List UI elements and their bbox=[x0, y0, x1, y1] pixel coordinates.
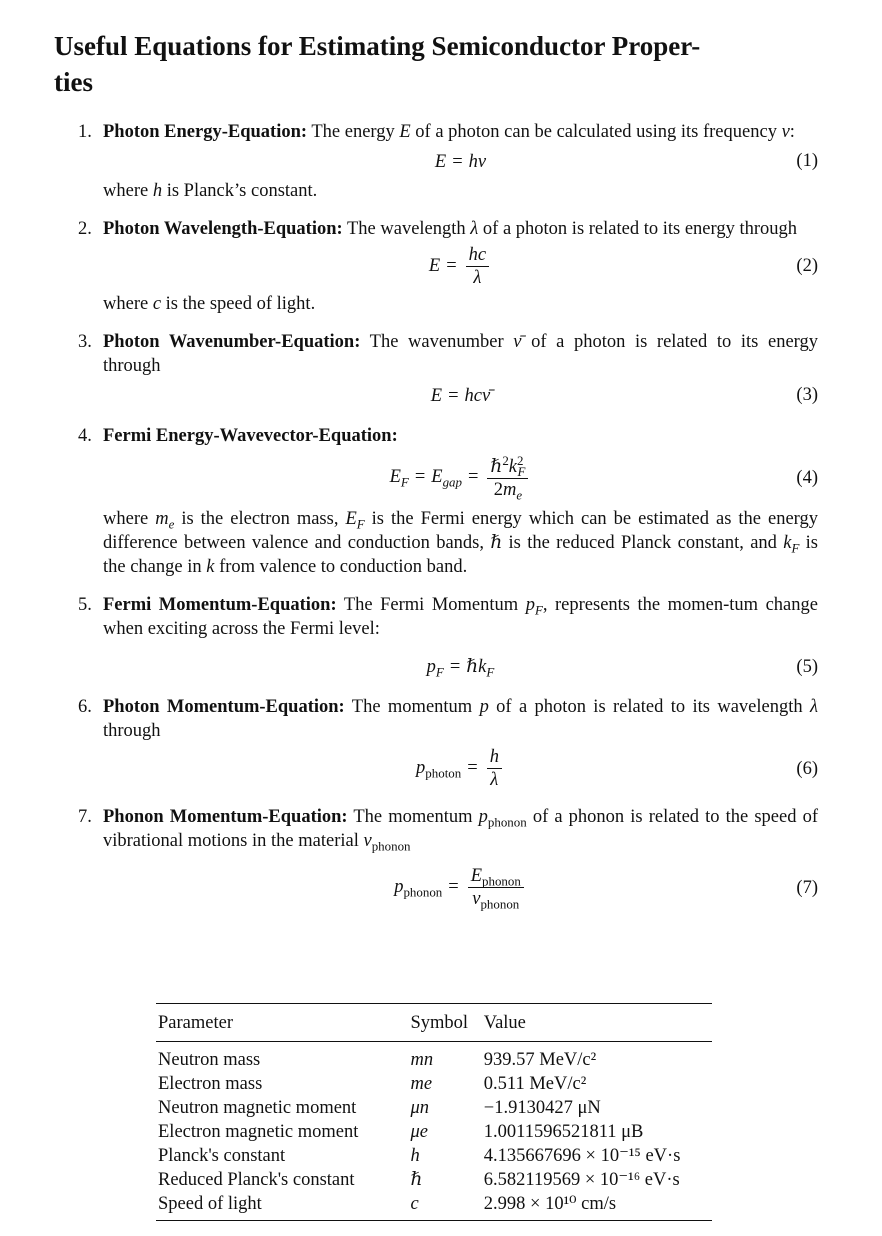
table-row bbox=[156, 1120, 712, 1144]
equation-number: (3) bbox=[796, 385, 818, 406]
equation-3: E = hcν̄ (3) bbox=[103, 381, 818, 410]
table-header-row bbox=[156, 1004, 712, 1042]
row-symbol: c bbox=[410, 1194, 419, 1214]
row-symbol: μn bbox=[410, 1098, 430, 1118]
row-value: 4.135667696 × 10⁻¹⁵ eV·s bbox=[483, 1146, 681, 1166]
item-title: Photon Energy-Equation: bbox=[103, 122, 308, 142]
row-parameter: Neutron mass bbox=[158, 1050, 261, 1070]
item-title: Fermi Momentum-Equation: bbox=[103, 594, 337, 615]
row-value: 939.57 MeV/c² bbox=[483, 1050, 597, 1070]
row-parameter: Reduced Planck's constant bbox=[158, 1170, 355, 1190]
header-value: Value bbox=[482, 1004, 712, 1042]
row-value: 2.998 × 10¹⁰ cm/s bbox=[483, 1194, 617, 1214]
row-symbol: ℏ bbox=[410, 1170, 423, 1190]
page-title: Useful Equations for Estimating Semiconductor Proper- ties bbox=[54, 31, 701, 97]
row-parameter: Electron magnetic moment bbox=[158, 1122, 359, 1142]
row-parameter: Planck's constant bbox=[158, 1146, 286, 1166]
item-intro: The wavelength λ of a photon is related to its energy through bbox=[346, 218, 798, 239]
document-page bbox=[54, 28, 818, 924]
item-number: 1. bbox=[78, 122, 92, 142]
item-number: 6. bbox=[78, 697, 92, 718]
item-title: Fermi Energy-Wavevector-Equation: bbox=[103, 425, 398, 446]
item-title: Photon Wavenumber-Equation: bbox=[103, 331, 361, 352]
item-note: where $m_e$ is the electron mass, $E_F$ is the Fermi energy which can be estimated as the energy difference between valence and conduction bands, ℏ is the reduced Planck constant, and $k_F$ is the change in k from valence to conduction band. bbox=[103, 508, 819, 577]
equation-4: $E_F = E_{gap}$ = $\frac{\hbar^2k^2_F}{2m_e}$ (4) bbox=[389, 452, 818, 503]
row-value: 0.511 MeV/c² bbox=[483, 1074, 587, 1094]
header-parameter: Parameter bbox=[156, 1004, 390, 1042]
constants-table bbox=[156, 1003, 712, 1221]
row-parameter: Neutron magnetic moment bbox=[158, 1098, 357, 1118]
item-intro: The wavenumber ν̄ of a photon is related to its energy through bbox=[103, 331, 818, 376]
row-symbol: me bbox=[410, 1074, 433, 1094]
list-item-fermi-momentum bbox=[54, 593, 818, 682]
equation-number: (4) bbox=[796, 468, 818, 488]
table-row bbox=[156, 1096, 712, 1120]
item-intro: The energy E of a photon can be calculated using its frequency ν: bbox=[311, 122, 795, 142]
table-row bbox=[156, 1168, 712, 1192]
equation-1: E = hν (1) bbox=[103, 147, 818, 176]
item-number: 3. bbox=[78, 331, 92, 352]
row-symbol: mn bbox=[410, 1050, 434, 1070]
list-item-fermi-energy bbox=[54, 424, 818, 579]
item-note: where h is Planck’s constant. bbox=[103, 180, 318, 201]
equation-5: $p_F$ = ℏk$_F$ (5) bbox=[103, 653, 818, 682]
equation-2: E = $\frac{hc}{\lambda}$ (2) bbox=[428, 244, 818, 288]
list-item-photon-wavelength bbox=[54, 217, 818, 316]
table-row bbox=[156, 1144, 712, 1168]
item-title: Photon Momentum-Equation: bbox=[103, 697, 345, 718]
equation-7: $p_{phonon}$ = $\frac{E_{phonon}}{v_{phonon}}$ (7) bbox=[394, 866, 818, 912]
equation-number: (6) bbox=[796, 758, 818, 779]
row-symbol: h bbox=[410, 1146, 420, 1166]
item-intro: The momentum $p_{phonon}$ of a phonon is related to the speed of vibrational motions in the material $v_{phonon}$ bbox=[103, 807, 818, 854]
item-number: 5. bbox=[78, 594, 92, 615]
item-title: Photon Wavelength-Equation: bbox=[103, 218, 343, 239]
list-item-phonon-momentum bbox=[54, 805, 818, 910]
row-value: −1.9130427 μN bbox=[483, 1098, 601, 1118]
header-symbol: Symbol bbox=[390, 1004, 481, 1042]
row-parameter: Speed of light bbox=[158, 1194, 262, 1214]
item-title: Phonon Momentum-Equation: bbox=[103, 807, 348, 828]
table-row bbox=[156, 1042, 712, 1073]
row-symbol: μe bbox=[410, 1122, 428, 1142]
item-intro: The momentum p of a photon is related to its wavelength λ through bbox=[103, 697, 818, 742]
equation-number: (2) bbox=[796, 256, 818, 277]
item-intro: The Fermi Momentum $p_F$, represents the momen-tum change when exciting across the Fermi level: bbox=[103, 594, 818, 639]
row-value: 6.582119569 × 10⁻¹⁶ eV·s bbox=[483, 1170, 680, 1190]
row-value: 1.0011596521811 μB bbox=[483, 1122, 644, 1142]
row-parameter: Electron mass bbox=[158, 1074, 263, 1094]
item-number: 2. bbox=[78, 218, 92, 239]
list-item-photon-wavenumber bbox=[54, 330, 818, 410]
list-item-photon-momentum bbox=[54, 695, 818, 791]
equation-number: (5) bbox=[796, 656, 818, 677]
table-row bbox=[156, 1072, 712, 1096]
equation-number: (1) bbox=[796, 151, 818, 172]
item-number: 7. bbox=[78, 807, 92, 828]
table-row bbox=[156, 1192, 712, 1221]
item-note: where c is the speed of light. bbox=[103, 293, 316, 314]
equation-list bbox=[54, 120, 818, 910]
equation-6: $p_{photon}$ = $\frac{h}{\lambda}$ (6) bbox=[416, 747, 818, 791]
item-number: 4. bbox=[78, 425, 92, 446]
equation-number: (7) bbox=[796, 877, 818, 898]
list-item-photon-energy bbox=[54, 120, 818, 203]
